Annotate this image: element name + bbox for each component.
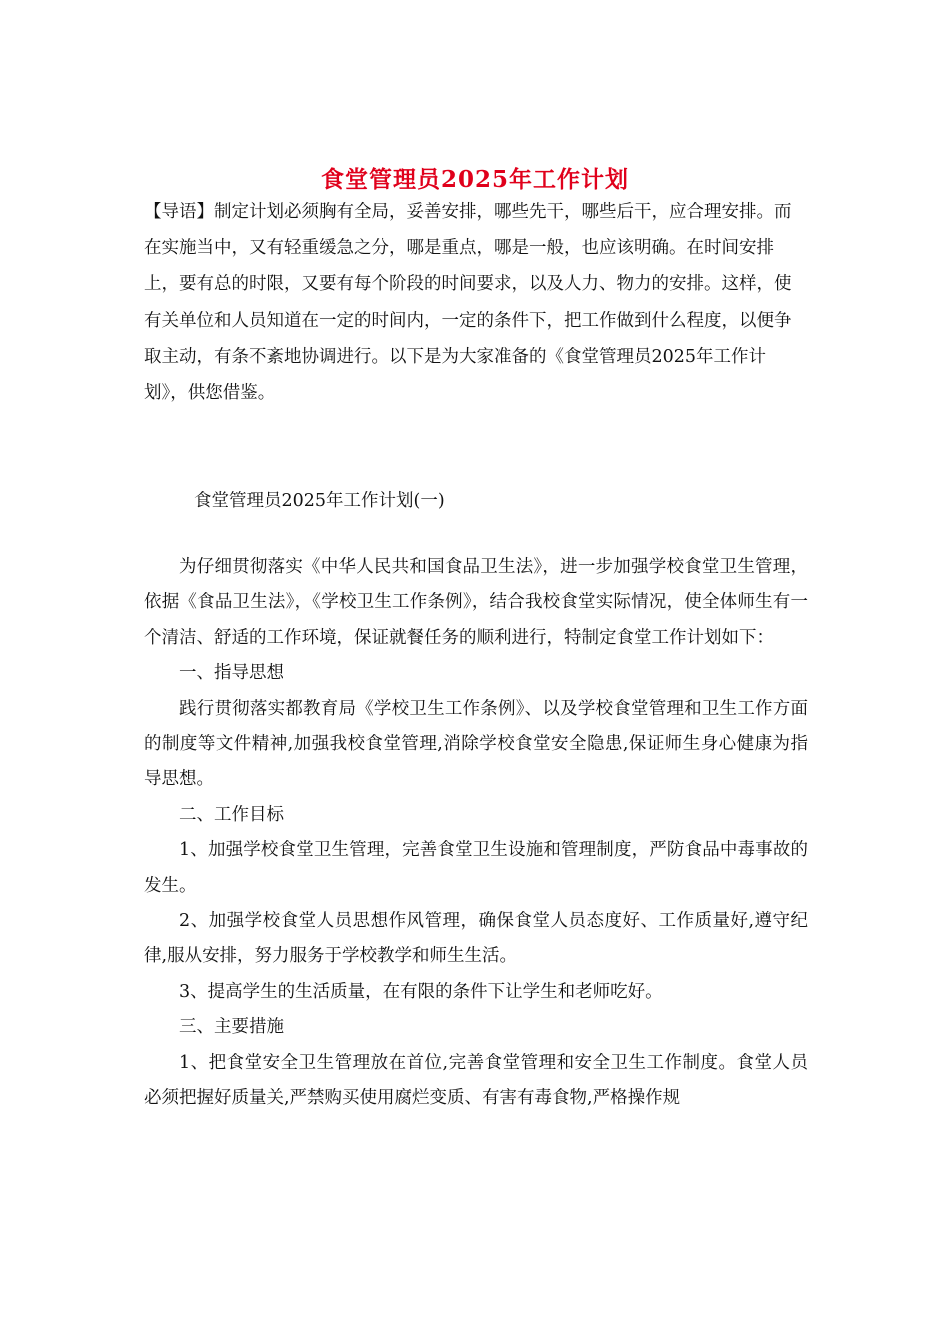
document-body xyxy=(144,550,808,1117)
section-heading: 二、工作目标 xyxy=(179,804,284,825)
intro-paragraph: 【导语】制定计划必须胸有全局，妥善安排，哪些先干，哪些后干，应合理安排。而在实施当中，又有轻重缓急之分，哪是重点，哪是一般，也应该明确。在时间安排上，要有总的时限，又要有每个阶段的时间要求，以及人力、物力的安排。这样，使有关单位和人员知道在一定的时间内，一定的条件下，把工作做到什么程度，以便争取主动，有条不紊地协调进行。以下是为大家准备的《食堂管理员2025年工作计划》，供您借鉴。 xyxy=(144,202,792,404)
body-paragraph: 1、加强学校食堂卫生管理，完善食堂卫生设施和管理制度，严防食品中毒事故的发生。 xyxy=(144,840,808,896)
section-title: 食堂管理员2025年工作计划(一) xyxy=(194,491,445,511)
section-heading: 三、主要措施 xyxy=(179,1017,284,1038)
body-paragraph: 2、加强学校食堂人员思想作风管理，确保食堂人员态度好、工作质量好,遵守纪律,服从安排，努力服务于学校教学和师生生活。 xyxy=(144,911,808,967)
body-paragraph: 为仔细贯彻落实《中华人民共和国食品卫生法》，进一步加强学校食堂卫生管理，依据《食品卫生法》，《学校卫生工作条例》，结合我校食堂实际情况，使全体师生有一个清洁、舒适的工作环境，保证就餐任务的顺利进行，特制定食堂工作计划如下： xyxy=(144,557,808,648)
document-title: 食堂管理员2025年工作计划 xyxy=(320,166,629,194)
section-heading: 一、指导思想 xyxy=(179,663,284,684)
body-paragraph: 践行贯彻落实都教育局《学校卫生工作条例》、以及学校食堂管理和卫生工作方面的制度等文件精神,加强我校食堂管理,消除学校食堂安全隐患,保证师生身心健康为指导思想。 xyxy=(144,698,808,790)
body-paragraph: 1、把食堂安全卫生管理放在首位,完善食堂管理和安全卫生工作制度。食堂人员必须把握好质量关,严禁购买使用腐烂变质、有害有毒食物,严格操作规 xyxy=(144,1052,808,1109)
body-paragraph: 3、提高学生的生活质量，在有限的条件下让学生和老师吃好。 xyxy=(179,981,663,1002)
